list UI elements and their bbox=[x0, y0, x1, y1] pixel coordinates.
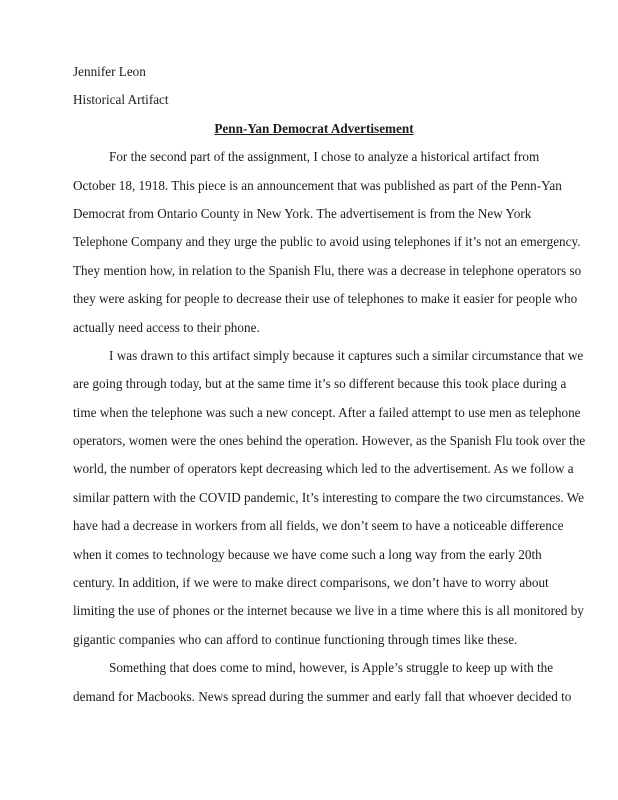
paragraph-2-line: world, the number of operators kept decreasing which led to the advertisement. As we follow a bbox=[73, 461, 574, 477]
document-content bbox=[73, 58, 586, 711]
paragraph-2-line: century. In addition, if we were to make direct comparisons, we don’t have to worry about bbox=[73, 575, 549, 591]
paragraph-2-line: time when the telephone was such a new concept. After a failed attempt to use men as telephone bbox=[73, 404, 581, 420]
author-line: Jennifer Leon bbox=[73, 64, 146, 79]
paragraph-3-line: Something that does come to mind, however, is Apple’s struggle to keep up with the bbox=[109, 660, 554, 676]
paragraph-1-line: actually need access to their phone. bbox=[73, 319, 260, 335]
document-title: Penn-Yan Democrat Advertisement bbox=[214, 120, 414, 136]
paragraph-2-line: similar pattern with the COVID pandemic, It’s interesting to compare the two circumstances. We bbox=[73, 489, 585, 505]
paragraph-2-line: when it comes to technology because we have come such a long way from the early 20th bbox=[73, 546, 542, 562]
paragraph-2-line: are going through today, but at the same time it’s so different because this took place during a bbox=[73, 376, 567, 392]
paragraph-2-line: have had a decrease in workers from all fields, we don’t seem to have a noticeable difference bbox=[73, 518, 564, 534]
assignment-type-line: Historical Artifact bbox=[73, 92, 169, 108]
paragraph-1-line: Democrat from Ontario County in New York. The advertisement is from the New York bbox=[73, 205, 532, 221]
paragraph-2-line: gigantic companies who can afford to continue functioning through times like these. bbox=[73, 631, 518, 647]
paragraph-1-line: they were asking for people to decrease their use of telephones to make it easier for people who bbox=[73, 291, 578, 307]
paragraph-2-line: I was drawn to this artifact simply because it captures such a similar circumstance that we bbox=[109, 347, 584, 363]
paragraph-2-line: operators, women were the ones behind the operation. However, as the Spanish Flu took over the bbox=[73, 433, 586, 449]
paragraph-3-line: demand for Macbooks. News spread during the summer and early fall that whoever decided to bbox=[73, 688, 572, 704]
paragraph-1-line: Telephone Company and they urge the public to avoid using telephones if it’s not an emergency. bbox=[73, 234, 581, 250]
paragraph-2-line: limiting the use of phones or the internet because we live in a time where this is all monitored by bbox=[73, 603, 584, 619]
paragraph-1-line: October 18, 1918. This piece is an announcement that was published as part of the Penn-Yan bbox=[73, 177, 562, 193]
paragraph-1-line: For the second part of the assignment, I chose to analyze a historical artifact from bbox=[109, 149, 540, 165]
paragraph-1-line: They mention how, in relation to the Spanish Flu, there was a decrease in telephone operators so bbox=[73, 262, 582, 278]
